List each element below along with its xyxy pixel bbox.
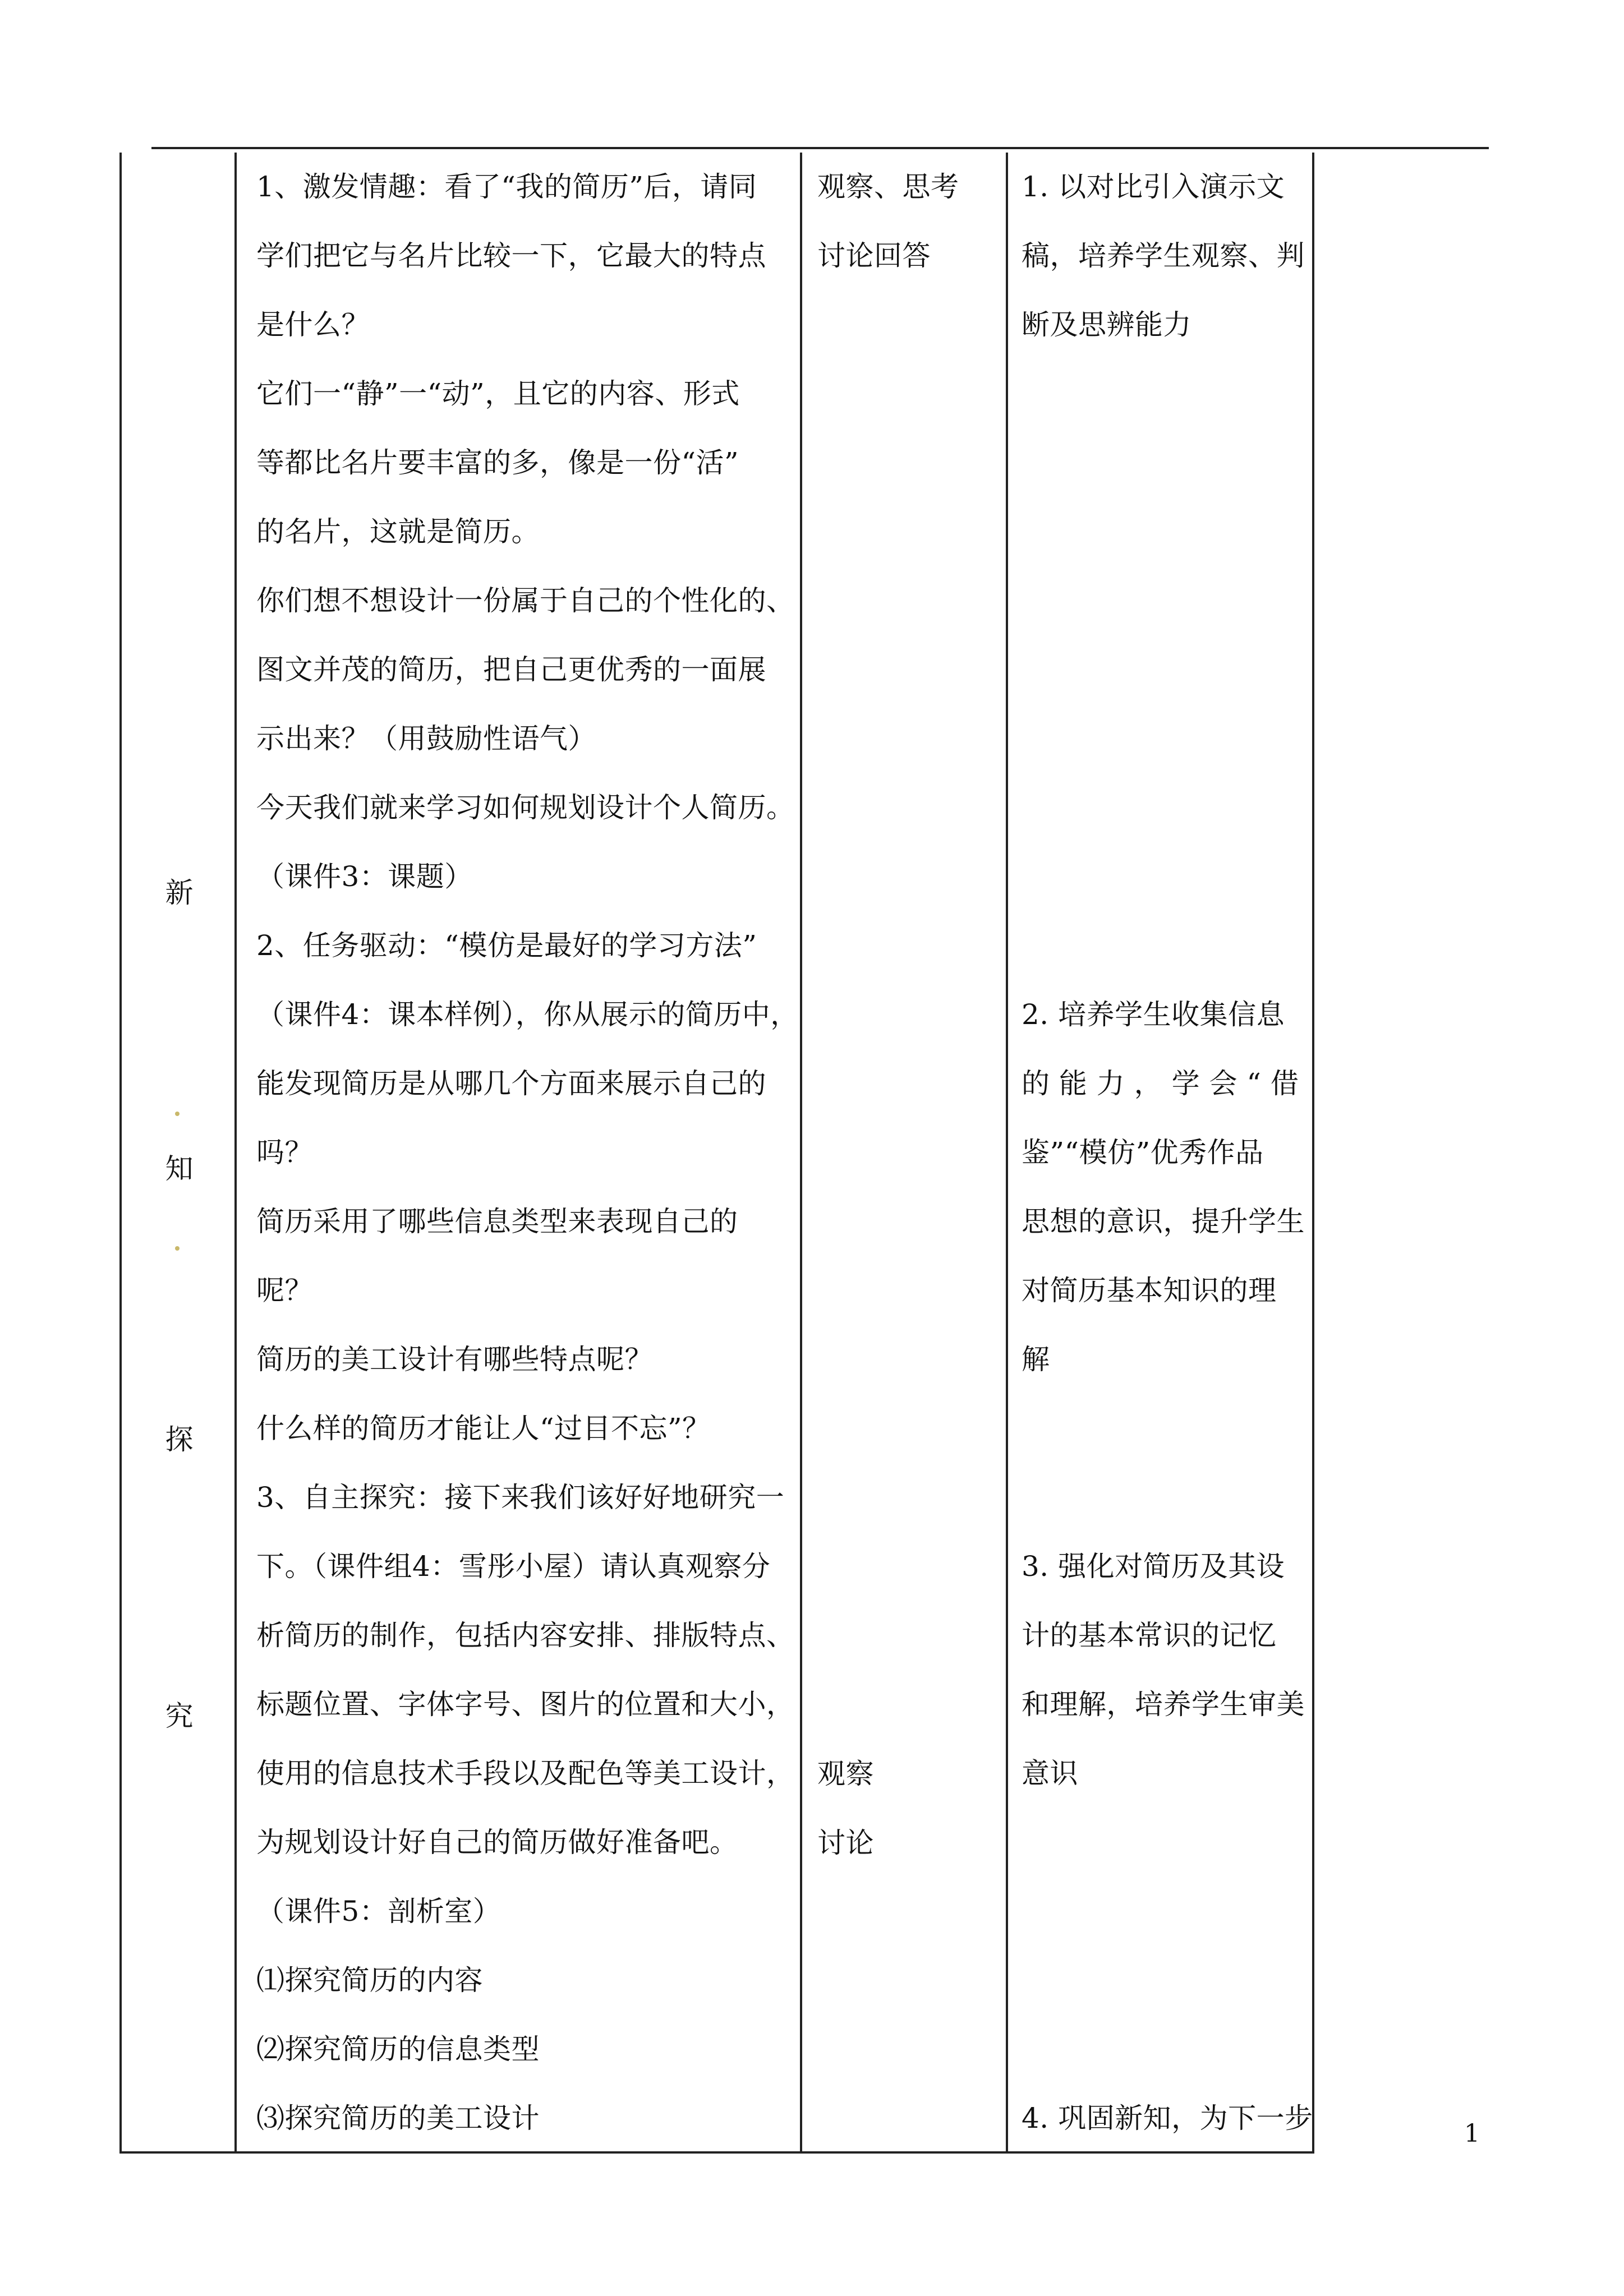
content-line: 简历的美工设计有哪些特点呢？ xyxy=(256,1343,653,1376)
stage-char: 探 xyxy=(165,1423,194,1456)
stage-char: 新 xyxy=(165,877,194,909)
column-divider xyxy=(1006,153,1008,2151)
content-line: ⑶探究简历的美工设计 xyxy=(256,2102,540,2134)
lesson-plan-table xyxy=(119,153,1314,2154)
intent-line: 对简历基本知识的理 xyxy=(1022,1274,1277,1307)
content-line: 能发现简历是从哪几个方面来展示自己的 xyxy=(256,1067,766,1100)
content-line: 等都比名片要丰富的多，像是一份“活” xyxy=(256,446,739,479)
content-line: 析简历的制作，包括内容安排、排版特点、 xyxy=(256,1619,795,1652)
design-intent-block xyxy=(1022,1532,1305,1808)
content-line: （课件3：课题） xyxy=(256,860,473,893)
content-line: 简历采用了哪些信息类型来表现自己的 xyxy=(256,1205,738,1238)
student-activity-block xyxy=(817,1740,997,1878)
decorative-dot xyxy=(175,1112,180,1116)
content-line: 2、任务驱动：“模仿是最好的学习方法” xyxy=(256,929,757,962)
content-line: 1、激发情趣：看了“我的简历”后，请同 xyxy=(256,170,757,203)
content-line: （课件5：剖析室） xyxy=(256,1895,502,1928)
content-line: 今天我们就来学习如何规划设计个人简历。 xyxy=(256,791,795,824)
intent-line: 的 能 力 ， 学 会 “ 借 xyxy=(1022,1067,1299,1100)
content-line: 为规划设计好自己的简历做好准备吧。 xyxy=(256,1826,738,1859)
intent-line: 意识 xyxy=(1022,1757,1078,1790)
content-line: ⑵探究简历的信息类型 xyxy=(256,2033,540,2066)
design-intent-block xyxy=(1022,2084,1313,2153)
content-line: （课件4：课本样例），你从展示的简历中， xyxy=(256,998,799,1031)
content-line: 你们想不想设计一份属于自己的个性化的、 xyxy=(256,584,795,617)
column-divider xyxy=(800,153,802,2151)
content-line: 示出来？（用鼓励性语气） xyxy=(256,722,596,755)
design-intent-block xyxy=(1022,153,1305,359)
page-number: 1 xyxy=(1464,2119,1480,2148)
intent-line: 1. 以对比引入演示文 xyxy=(1022,170,1285,203)
intent-line: 解 xyxy=(1022,1343,1050,1376)
intent-line: 和理解，培养学生审美 xyxy=(1022,1688,1305,1721)
activity-line: 讨论 xyxy=(817,1827,874,1859)
intent-line: 2. 培养学生收集信息 xyxy=(1022,998,1285,1031)
stage-column xyxy=(122,153,237,2151)
content-line: 3、自主探究：接下来我们该好好地研究一 xyxy=(256,1481,785,1514)
intent-line: 思想的意识，提升学生 xyxy=(1022,1205,1305,1238)
content-line: 的名片，这就是简历。 xyxy=(256,515,540,548)
student-activity-block xyxy=(817,153,997,291)
content-line: 呢？ xyxy=(256,1274,313,1307)
stage-char: 究 xyxy=(165,1700,194,1732)
intent-line: 断及思辨能力 xyxy=(1022,308,1191,341)
header-rule xyxy=(151,147,1489,149)
content-line: 使用的信息技术手段以及配色等美工设计， xyxy=(256,1757,795,1790)
activity-line: 观察 xyxy=(817,1758,874,1790)
content-line: 什么样的简历才能让人“过目不忘”？ xyxy=(256,1412,711,1445)
activity-line: 观察、思考 xyxy=(817,170,959,203)
decorative-dot xyxy=(175,1246,180,1251)
intent-line: 鉴”“模仿”优秀作品 xyxy=(1022,1136,1264,1169)
activity-line: 讨论回答 xyxy=(817,239,931,272)
content-line: 它们一“静”一“动”，且它的内容、形式 xyxy=(256,377,740,410)
stage-char: 知 xyxy=(165,1152,194,1185)
content-line: 图文并茂的简历，把自己更优秀的一面展 xyxy=(256,653,766,686)
teaching-content-column xyxy=(256,153,799,2153)
design-intent-block xyxy=(1022,980,1305,1394)
intent-line: 稿，培养学生观察、判 xyxy=(1022,239,1305,272)
content-line: 是什么？ xyxy=(256,308,370,341)
content-line: 学们把它与名片比较一下，它最大的特点 xyxy=(256,239,766,272)
content-line: 标题位置、字体字号、图片的位置和大小， xyxy=(256,1688,795,1721)
intent-line: 计的基本常识的记忆 xyxy=(1022,1619,1277,1652)
content-line: ⑴探究简历的内容 xyxy=(256,1964,483,1997)
content-line: 吗？ xyxy=(256,1136,313,1169)
intent-line: 4. 巩固新知，为下一步 xyxy=(1022,2102,1313,2134)
intent-line: 3. 强化对简历及其设 xyxy=(1022,1550,1285,1583)
content-line: 下。（课件组4：雪彤小屋）请认真观察分 xyxy=(256,1550,771,1583)
